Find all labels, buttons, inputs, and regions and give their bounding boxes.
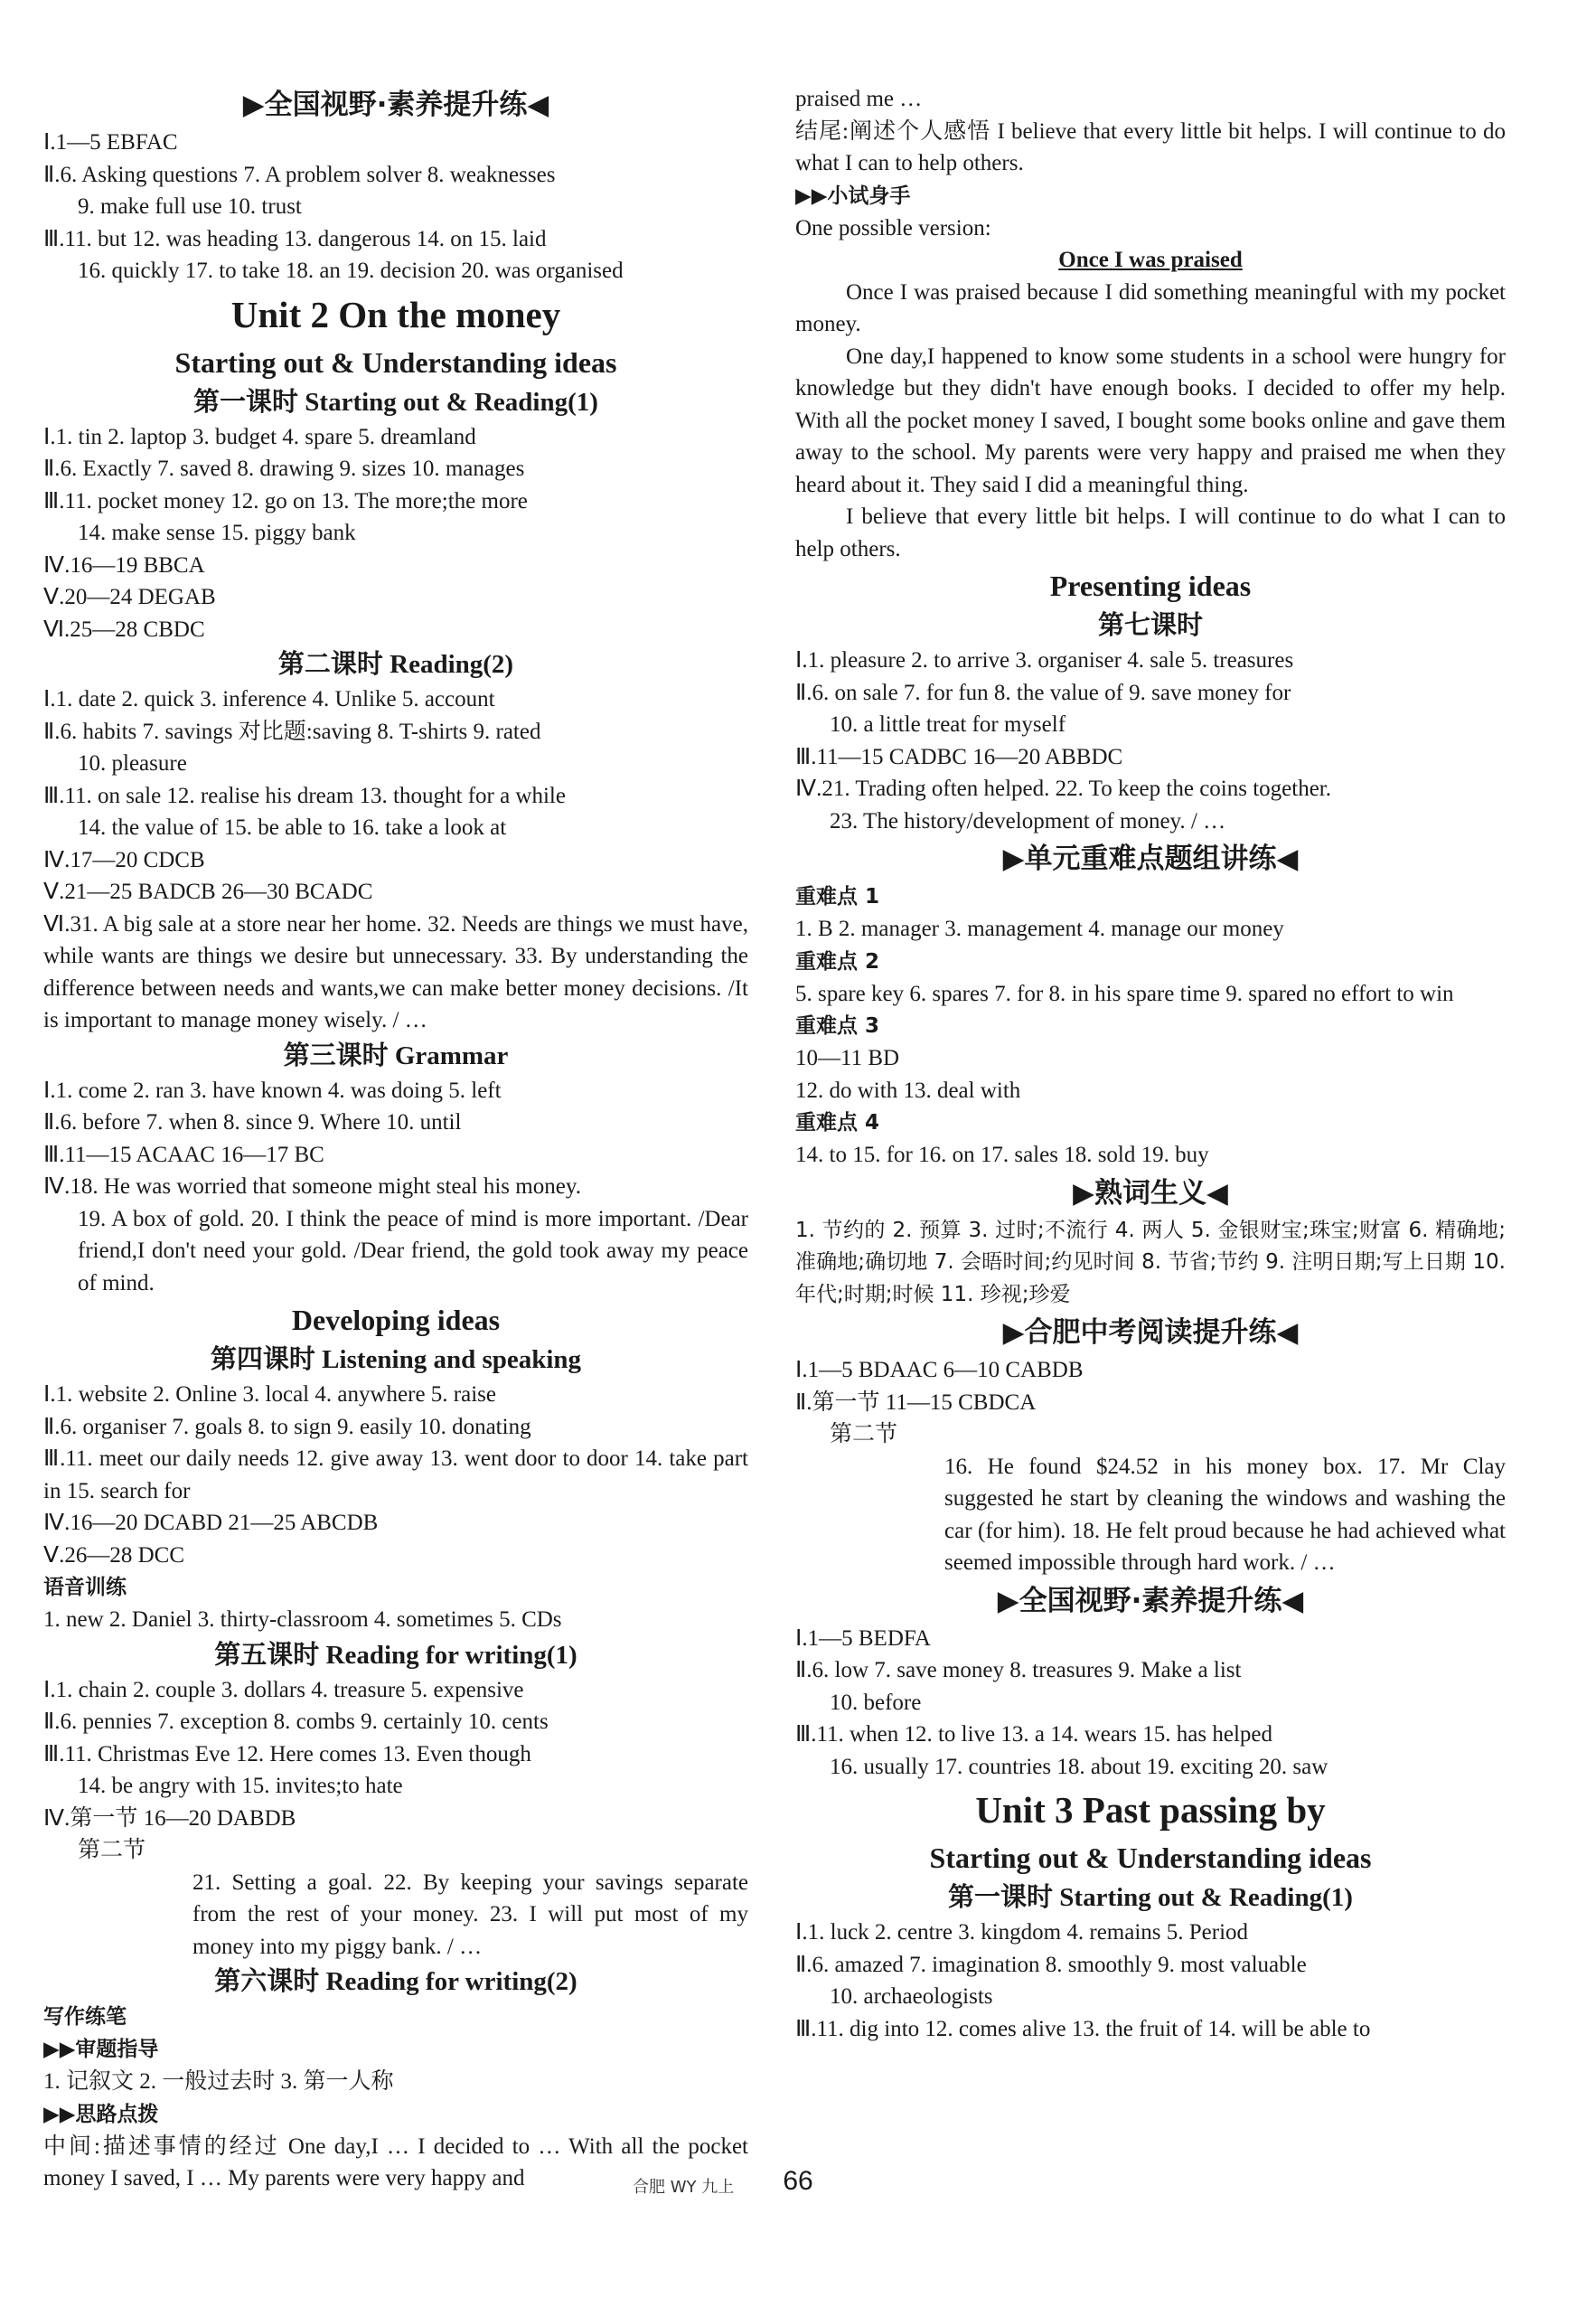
answer-line: 第二节 <box>78 1838 146 1862</box>
answer-line: Ⅱ.6. Exactly 7. saved 8. drawing 9. sizes 10. manages <box>43 457 525 481</box>
lesson-heading: 第一课时 Starting out & Reading(1) <box>948 1883 1353 1912</box>
lesson-heading: 第五课时 Reading for writing(1) <box>214 1640 577 1670</box>
section-heading: ▶合肥中考阅读提升练◀ <box>1002 1316 1299 1349</box>
answer-line: Ⅰ.1. luck 2. centre 3. kingdom 4. remains 5. Period <box>795 1920 1249 1945</box>
small-heading: ▶▶思路点拨 <box>43 2102 159 2126</box>
answer-line: Ⅴ.26—28 DCC <box>43 1542 185 1568</box>
answer-line: 1. B 2. manager 3. management 4. manage our money <box>795 917 1284 941</box>
answer-line: 9. make full use 10. trust <box>78 194 302 219</box>
answer-line: Ⅳ.21. Trading often helped. 22. To keep the coins together. <box>795 777 1331 801</box>
answer-line: Ⅱ.6. habits 7. savings 对比题:saving 8. T-shirts 9. rated <box>43 719 541 744</box>
answer-line: Ⅱ.6. organiser 7. goals 8. to sign 9. easily 10. donating <box>43 1414 531 1439</box>
answer-line: 14. make sense 15. piggy bank <box>78 521 356 545</box>
answer-line: Ⅲ.11. but 12. was heading 13. dangerous 14. on 15. laid <box>43 226 547 251</box>
answer-line: Ⅳ.16—20 DCABD 21—25 ABCDB <box>43 1511 379 1535</box>
answer-line: 21. Setting a goal. 22. By keeping your savings separate from the rest of your money. 23. I will put most of my money into my piggy bank. / … <box>192 1870 748 1959</box>
subsection-heading: Developing ideas <box>291 1304 501 1336</box>
answer-line: Ⅱ.6. low 7. save money 8. treasures 9. Make a list <box>795 1658 1242 1682</box>
answer-line: Ⅳ.18. He was worried that someone might steal his money. <box>43 1174 581 1199</box>
small-heading: 重难点 3 <box>795 1014 880 1038</box>
answer-line: 5. spare key 6. spares 7. for 8. in his spare time 9. spared no effort to win <box>795 981 1454 1006</box>
answer-line: Ⅱ.6. Asking questions 7. A problem solver 8. weaknesses <box>43 162 556 187</box>
answer-line: Ⅴ.20—24 DEGAB <box>43 585 216 609</box>
answer-line: One possible version: <box>795 215 991 240</box>
answer-line: Ⅰ.1. pleasure 2. to arrive 3. organiser 4. sale 5. treasures <box>795 648 1294 673</box>
answer-line: 1. 记叙文 2. 一般过去时 3. 第一人称 <box>43 2069 394 2094</box>
essay-title: Once I was praised <box>1058 248 1243 272</box>
unit-title: Unit 2 On the money <box>230 293 561 335</box>
subsection-heading: Starting out & Understanding ideas <box>174 345 617 379</box>
small-heading: 重难点 4 <box>795 1111 880 1135</box>
answer-line: 结尾:阐述个人感悟 I believe that every little bit helps. I will continue to do what I can to help others. <box>795 118 1506 175</box>
answer-line: 14. be angry with 15. invites;to hate <box>78 1774 403 1798</box>
answer-line: 23. The history/development of money. / … <box>830 808 1226 834</box>
answer-line: 10. a little treat for myself <box>830 712 1066 737</box>
small-heading: 写作练笔 <box>43 2005 127 2029</box>
subsection-heading: Presenting ideas <box>1049 570 1252 602</box>
answer-line: Ⅲ.11. on sale 12. realise his dream 13. thought for a while <box>43 783 566 808</box>
answer-line: 16. usually 17. countries 18. about 19. exciting 20. saw <box>830 1754 1328 1779</box>
answer-line: Ⅲ.11. pocket money 12. go on 13. The more;the more <box>43 488 528 513</box>
page-number: 66 <box>783 2166 813 2196</box>
answer-line: 10. archaeologists <box>830 1984 993 2009</box>
answer-line: 10. pleasure <box>78 751 187 776</box>
answer-line: Ⅱ.6. on sale 7. for fun 8. the value of 9. save money for <box>795 680 1291 705</box>
answer-line: Ⅰ.1. website 2. Online 3. local 4. anywhere 5. raise <box>43 1382 496 1407</box>
answer-line: 1. new 2. Daniel 3. thirty-classroom 4. sometimes 5. CDs <box>43 1607 562 1632</box>
answer-line: Ⅱ.第一节 11—15 CBDCA <box>795 1389 1037 1415</box>
lesson-heading: 第三课时 Grammar <box>283 1041 509 1070</box>
answer-line: Ⅰ.1. chain 2. couple 3. dollars 4. treasure 5. expensive <box>43 1677 524 1702</box>
answer-line: praised me … <box>795 87 923 111</box>
small-heading: 语音训练 <box>43 1576 127 1599</box>
essay-paragraph: One day,I happened to know some students in a school were hungry for knowledge but they didn't have enough books. I decided to offer my help. With all the pocket money I saved, I bought some books online and gave them away to the school. My parents were very happy and praised me when they heard about it. They said I did a meaningful thing. <box>795 344 1506 497</box>
small-heading: 重难点 1 <box>795 885 880 909</box>
essay-paragraph: I believe that every little bit helps. I will continue to do what I can to help others. <box>795 504 1506 561</box>
answer-line: 14. the value of 15. be able to 16. take a look at <box>78 815 507 840</box>
answer-line: 12. do with 13. deal with <box>795 1078 1021 1103</box>
answer-line: Ⅰ.1—5 BDAAC 6—10 CABDB <box>795 1358 1084 1382</box>
answer-line: Ⅰ.1. date 2. quick 3. inference 4. Unlike 5. account <box>43 687 495 711</box>
lesson-heading: 第一课时 Starting out & Reading(1) <box>193 387 598 417</box>
answer-line: Ⅲ.11. Christmas Eve 12. Here comes 13. Even though <box>43 1741 531 1766</box>
answer-line: 10—11 BD <box>795 1046 900 1070</box>
answer-line: Ⅳ.17—20 CDCB <box>43 847 205 872</box>
answer-line: Ⅰ.1—5 EBFAC <box>43 130 178 155</box>
lesson-heading: 第七课时 <box>1097 611 1203 640</box>
answer-line: Ⅳ.第一节 16—20 DABDB <box>43 1805 296 1831</box>
answer-line: 1. 节约的 2. 预算 3. 过时;不流行 4. 两人 5. 金银财宝;珠宝;财富 6. 精确地;准确地;确切地 7. 会晤时间;约见时间 8. 节省;节约 9. 注明日期;写上日期 10. 年代;时期;时候 11. 珍视;珍爱 <box>795 1218 1506 1306</box>
answer-line: Ⅵ.31. A big sale at a store near her home. 32. Needs are things we must have, while wants are things we desire but unnecessary. 33. By understanding the difference between needs and wants,we can make better money decisions. /It is important to manage money wisely. / … <box>43 911 748 1032</box>
answer-line: 16. quickly 17. to take 18. an 19. decision 20. was organised <box>78 259 624 283</box>
answer-line: Ⅱ.6. amazed 7. imagination 8. smoothly 9. most valuable <box>795 1952 1307 1977</box>
answer-line: Ⅱ.6. before 7. when 8. since 9. Where 10. until <box>43 1110 462 1135</box>
unit-title: Unit 3 Past passing by <box>975 1789 1326 1831</box>
essay-paragraph: Once I was praised because I did something meaningful with my pocket money. <box>795 279 1506 336</box>
answer-line: Ⅴ.21—25 BADCB 26—30 BCADC <box>43 880 373 904</box>
lesson-heading: 第四课时 Listening and speaking <box>210 1345 582 1374</box>
footer-label: 合肥 WY 九上 <box>633 2178 735 2197</box>
answer-line: 第二节 <box>830 1422 898 1446</box>
section-heading: ▶全国视野·素养提升练◀ <box>242 89 549 121</box>
answer-line: 16. He found $24.52 in his money box. 17. Mr Clay suggested he start by cleaning the windows and washing the car (for him). 18. He felt proud because he had achieved what seemed impossible through hard work. / … <box>944 1454 1506 1575</box>
answer-line: Ⅲ.11. dig into 12. comes alive 13. the fruit of 14. will be able to <box>795 2016 1371 2041</box>
answer-line: Ⅰ.1. come 2. ran 3. have known 4. was doing 5. left <box>43 1078 502 1103</box>
answer-line: Ⅰ.1. tin 2. laptop 3. budget 4. spare 5. dreamland <box>43 424 476 449</box>
answer-line: Ⅱ.6. pennies 7. exception 8. combs 9. certainly 10. cents <box>43 1709 549 1734</box>
answer-line: Ⅰ.1—5 BEDFA <box>795 1625 931 1651</box>
left-column <box>43 83 748 2195</box>
answer-line: 10. before <box>830 1690 922 1715</box>
section-heading: ▶单元重难点题组讲练◀ <box>1002 843 1299 875</box>
answer-line: 19. A box of gold. 20. I think the peace of mind is more important. /Dear friend,I don't need your gold. /Dear friend, the gold took away my peace of mind. <box>78 1206 748 1295</box>
answer-line: Ⅲ.11. when 12. to live 13. a 14. wears 15. has helped <box>795 1722 1273 1747</box>
answer-line: Ⅳ.16—19 BBCA <box>43 552 205 578</box>
answer-line: Ⅲ.11. meet our daily needs 12. give away 13. went door to door 14. take part in 15. search for <box>43 1446 748 1503</box>
section-heading: ▶全国视野·素养提升练◀ <box>997 1584 1304 1617</box>
lesson-heading: 第二课时 Reading(2) <box>277 650 514 679</box>
small-heading: ▶▶审题指导 <box>43 2038 159 2061</box>
answer-line: 中间:描述事情的经过 One day,I … I decided to … With all the pocket money I saved, I … My parents were very happy and <box>43 2133 748 2190</box>
section-heading: ▶熟词生义◀ <box>1073 1176 1228 1210</box>
small-heading: 重难点 2 <box>795 949 880 974</box>
lesson-heading: 第六课时 Reading for writing(2) <box>214 1967 577 1996</box>
answer-line: Ⅲ.11—15 CADBC 16—20 ABBDC <box>795 744 1123 769</box>
answer-line: Ⅲ.11—15 ACAAC 16—17 BC <box>43 1142 324 1167</box>
answer-line: Ⅵ.25—28 CBDC <box>43 617 205 642</box>
right-column <box>795 83 1506 2045</box>
subsection-heading: Starting out & Understanding ideas <box>929 1841 1372 1874</box>
answer-line: 14. to 15. for 16. on 17. sales 18. sold 19. buy <box>795 1143 1209 1167</box>
small-heading: ▶▶小试身手 <box>795 184 911 208</box>
